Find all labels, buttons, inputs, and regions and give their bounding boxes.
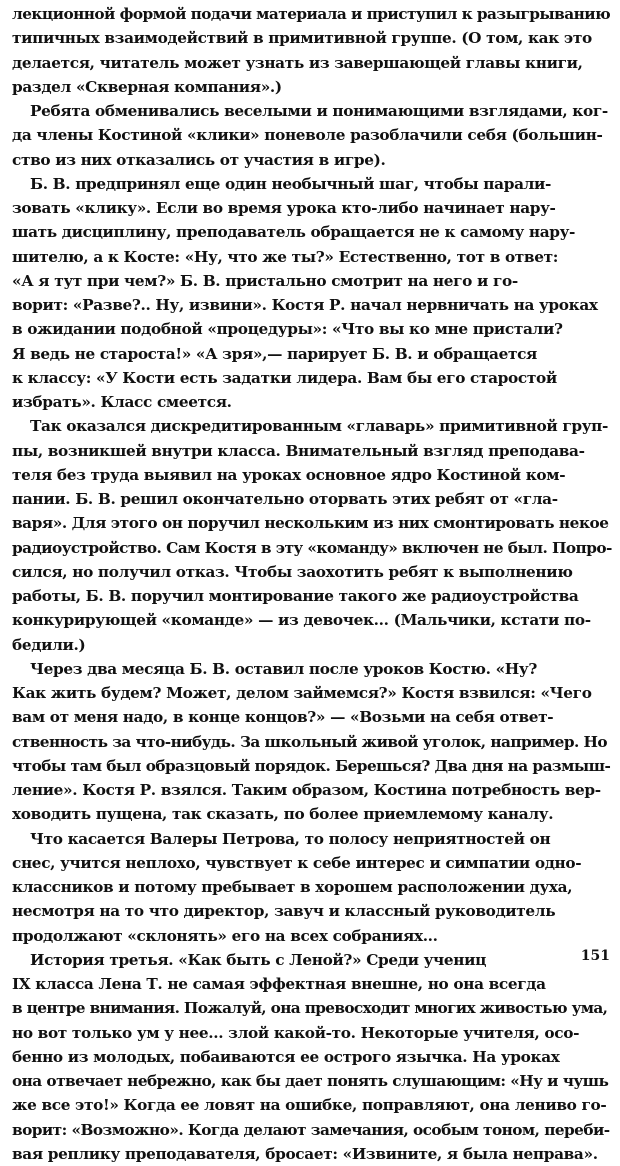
text-line: IX класса Лена Т. не самая эффектная внешне, но она всегда bbox=[12, 975, 546, 993]
text-line: вая реплику преподавателя, бросает: «Извините, я была неправа». bbox=[12, 1144, 598, 1163]
text-line: Ребята обменивались веселыми и понимающими взглядами, ког- bbox=[30, 102, 608, 120]
text-line: ворит: «Возможно». Когда делают замечания, особым тоном, переби- bbox=[12, 1120, 610, 1139]
text-line: Так оказался дискредитированным «главарь» примитивной груп- bbox=[30, 417, 608, 436]
text-line: да члены Костиной «клики» поневоле разоблачили себя (большин- bbox=[12, 126, 603, 145]
text-line: Что касается Валеры Петрова, то полосу неприятностей он bbox=[30, 829, 551, 848]
text-line: шать дисциплину, преподаватель обращается не к самому нару- bbox=[12, 223, 576, 242]
text-line: ление». Костя Р. взялся. Таким образом, Костина потребность вер- bbox=[12, 781, 601, 799]
text-line: в ожидании подобной «процедуры»: «Что вы ко мне пристали? bbox=[12, 320, 563, 339]
text-line: бедили.) bbox=[12, 635, 86, 654]
text-line: вам от меня надо, в конце концов?» — «Возьми на себя ответ- bbox=[12, 708, 554, 727]
text-line: снес, учится неплохо, чувствует к себе интерес и симпатии одно- bbox=[12, 853, 582, 872]
text-line: радиоустройство. Сам Костя в эту «команду» включен не был. Попро- bbox=[12, 538, 612, 557]
text-line: к классу: «У Кости есть задатки лидера. Вам бы его старостой bbox=[12, 368, 557, 387]
text-line: раздел «Скверная компания».) bbox=[12, 77, 282, 96]
text-line: типичных взаимодействий в примитивной группе. (О том, как это bbox=[12, 29, 592, 48]
body-text bbox=[12, 2, 612, 1166]
text-line: лекционной формой подачи материала и приступил к разыгрыванию bbox=[12, 5, 611, 23]
text-line: несмотря на то что директор, завуч и классный руководитель bbox=[12, 902, 556, 921]
page-number: 151 bbox=[580, 948, 610, 964]
text-line: шителю, а к Косте: «Ну, что же ты?» Естественно, тот в ответ: bbox=[12, 247, 559, 266]
text-line: ство из них отказались от участия в игре). bbox=[12, 150, 386, 169]
text-line: ственность за что-нибудь. За школьный живой уголок, например. Но bbox=[12, 732, 608, 751]
text-line: ховодить пущена, так сказать, по более приемлемому каналу. bbox=[12, 805, 554, 824]
text-line: Как жить будем? Может, делом займемся?» Костя взвился: «Чего bbox=[12, 684, 592, 702]
text-line: «А я тут при чем?» Б. В. пристально смотрит на него и го- bbox=[12, 271, 518, 290]
text-line: делается, читатель может узнать из завершающей главы книги, bbox=[12, 53, 583, 72]
text-line: избрать». Класс смеется. bbox=[12, 393, 232, 411]
text-line: Через два месяца Б. В. оставил после уроков Костю. «Ну? bbox=[30, 659, 537, 678]
text-line: сился, но получил отказ. Чтобы заохотить ребят к выполнению bbox=[12, 562, 573, 581]
text-line: теля без труда выявил на уроках основное ядро Костиной ком- bbox=[12, 465, 566, 484]
text-line: она отвечает небрежно, как бы дает понять слушающим: «Ну и чушь bbox=[12, 1072, 609, 1090]
text-line: работы, Б. В. поручил монтирование такого же радиоустройства bbox=[12, 587, 579, 605]
text-line: конкурирующей «команде» — из девочек... (Мальчики, кстати по- bbox=[12, 611, 591, 630]
text-line: в центре внимания. Пожалуй, она превосходит многих живостью ума, bbox=[12, 999, 608, 1018]
text-line: зовать «клику». Если во время урока кто-либо начинает нару- bbox=[12, 199, 556, 217]
text-line: бенно из молодых, побаиваются ее острого язычка. На уроках bbox=[12, 1047, 560, 1066]
text-line: История третья. «Как быть с Леной?» Среди учениц bbox=[30, 950, 487, 969]
text-line: но вот только ум у нее... злой какой-то. Некоторые учителя, осо- bbox=[12, 1023, 580, 1042]
text-line: ворит: «Разве?.. Ну, извини». Костя Р. начал нервничать на уроках bbox=[12, 296, 598, 314]
text-line: Я ведь не староста!» «А зря»,— парирует Б. В. и обращается bbox=[12, 344, 538, 363]
text-line: чтобы там был образцовый порядок. Берешься? Два дня на размыш- bbox=[12, 756, 611, 775]
text-line: Б. В. предпринял еще один необычный шаг, чтобы парали- bbox=[30, 174, 552, 193]
text-line: пании. Б. В. решил окончательно оторвать этих ребят от «гла- bbox=[12, 490, 558, 508]
text-line: продолжают «склонять» его на всех собраниях... bbox=[12, 926, 438, 945]
text-line: же все это!» Когда ее ловят на ошибке, поправляют, она лениво го- bbox=[12, 1096, 607, 1115]
text-line: классников и потому пребывает в хорошем расположении духа, bbox=[12, 878, 573, 896]
text-line: пы, возникшей внутри класса. Внимательный взгляд преподава- bbox=[12, 441, 585, 460]
text-line: варя». Для этого он поручил нескольким из них смонтировать некое bbox=[12, 514, 609, 533]
